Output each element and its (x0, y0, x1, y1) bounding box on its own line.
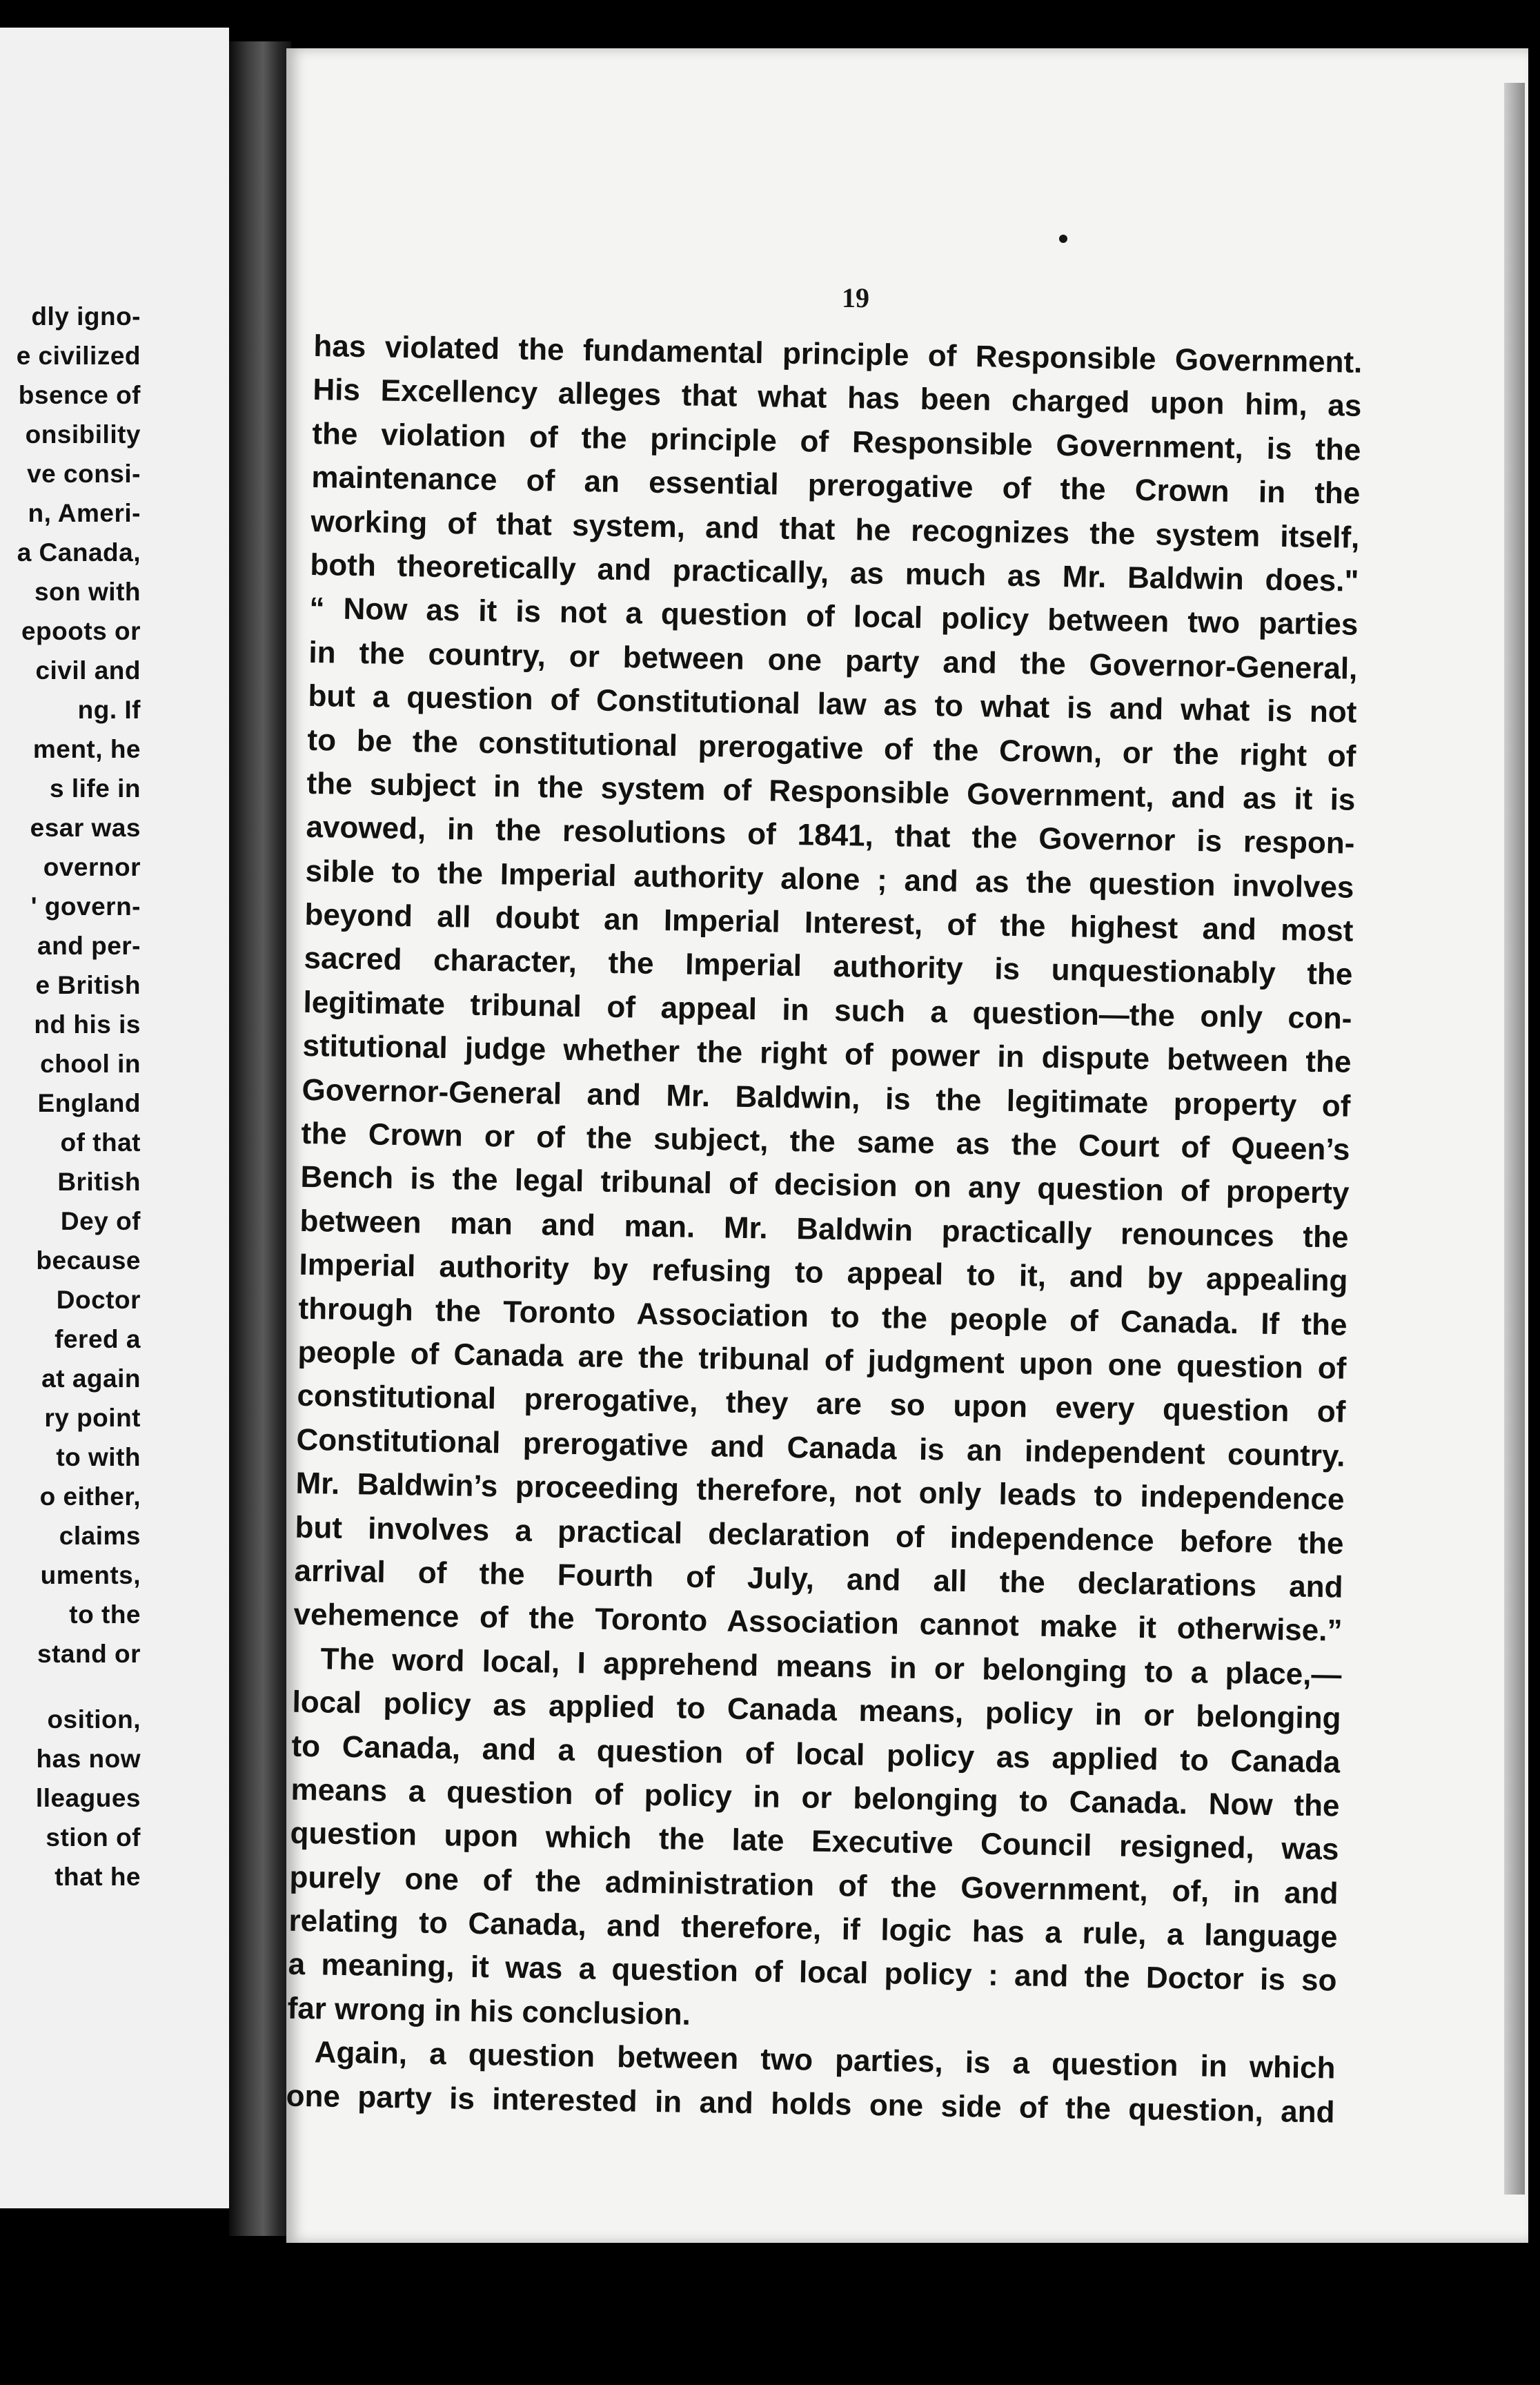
left-page-line: England (37, 1089, 141, 1117)
left-page-line (0, 1674, 229, 1700)
left-page-line: ng. If (77, 696, 141, 724)
text-line: Again, a question between two parties, is a question in which (314, 2035, 1336, 2085)
left-page-line: lleagues (35, 1784, 141, 1812)
left-page-line: dly igno- (31, 302, 141, 331)
left-page-line: fered a (55, 1325, 141, 1353)
left-page-line: ' govern- (30, 892, 141, 921)
left-page-line: ment, he (32, 735, 141, 763)
text-line: vehemence of the Toronto Association cannot make it otherwise.” (293, 1598, 1343, 1648)
text-line: has violated the fundamental principle of Responsible Government. (313, 328, 1363, 380)
left-page-line: claims (59, 1522, 141, 1550)
text-line: His Excellency alleges that what has been charged upon him, as (313, 373, 1362, 424)
text-line: both theoretically and practically, as much as Mr. Baldwin does." (310, 547, 1359, 598)
text-line: the violation of the principle of Responsible Government, is the (312, 416, 1361, 467)
left-page-line: osition, (47, 1705, 141, 1734)
left-page-line: has now (36, 1745, 141, 1773)
text-line: maintenance of an essential prerogative of the Crown in the (311, 460, 1361, 511)
left-page-line: of that (60, 1128, 141, 1157)
text-line: between man and man. Mr. Baldwin practically renounces the (299, 1204, 1349, 1255)
text-line: Mr. Baldwin’s proceeding therefore, not only leads to independence (295, 1466, 1345, 1517)
text-line: to Canada, and a question of local policy as applied to Canada (291, 1729, 1341, 1780)
left-page-line: overnor (43, 853, 141, 881)
text-line: in the country, or between one party and the Governor-General, (308, 635, 1358, 686)
left-page-line: to the (69, 1600, 141, 1629)
text-line: working of that system, and that he recognizes the system itself, (310, 504, 1360, 555)
left-page-line: uments, (40, 1561, 141, 1589)
left-page-line: and per- (37, 932, 141, 960)
left-page-line: Doctor (56, 1286, 141, 1314)
left-page-line: o either, (39, 1482, 141, 1511)
text-line: sible to the Imperial authority alone ; and as the question involves (305, 854, 1354, 905)
text-line: sacred character, the Imperial authority is unquestionably the (304, 941, 1353, 992)
text-line: The word local, I apprehend means in or belonging to a place,— (320, 1642, 1342, 1692)
left-facing-page (0, 28, 229, 2208)
left-page-line: ve consi- (27, 460, 141, 488)
left-page-line: Dey of (60, 1207, 141, 1235)
body-text (286, 324, 1363, 2134)
text-line: beyond all doubt an Imperial Interest, of the highest and most (304, 897, 1354, 948)
left-page-line: chool in (40, 1050, 141, 1078)
left-page-line: onsibility (25, 420, 141, 449)
left-page-line: stand or (37, 1640, 141, 1668)
text-line: the Crown or of the subject, the same as the Court of Queen’s (301, 1116, 1350, 1167)
text-line: Imperial authority by refusing to appeal to it, and by appealing (299, 1248, 1348, 1298)
text-line: local policy as applied to Canada means, policy in or belonging (292, 1685, 1341, 1736)
text-line: arrival of the Fourth of July, and all the declarations and (294, 1553, 1343, 1604)
left-page-text (0, 297, 229, 1896)
left-page-line: s life in (50, 774, 141, 803)
left-page-line: nd his is (34, 1010, 141, 1039)
text-line: “ Now as it is not a question of local policy between two parties (309, 591, 1359, 642)
text-line: constitutional prerogative, they are so upon every question of (297, 1379, 1346, 1430)
left-page-line: because (36, 1246, 141, 1275)
left-page-line: bsence of (18, 381, 141, 409)
left-page-line: epoots or (21, 617, 141, 645)
text-line: one party is interested in and holds one side of the question, and (286, 2079, 1335, 2130)
text-line: relating to Canada, and therefore, if logic has a rule, a language (288, 1903, 1338, 1954)
text-line: Bench is the legal tribunal of decision on any question of property (300, 1160, 1350, 1211)
text-line: Constitutional prerogative and Canada is an independent country. (296, 1422, 1345, 1473)
text-line: far wrong in his conclusion. (287, 1991, 691, 2032)
left-page-line: British (57, 1168, 141, 1196)
text-line: people of Canada are the tribunal of judgment upon one question of (297, 1335, 1347, 1386)
left-page-line: ry point (44, 1404, 141, 1432)
book-gutter (229, 41, 291, 2236)
left-page-line: civil and (35, 656, 141, 685)
left-page-line: stion of (46, 1823, 141, 1852)
text-line: legitimate tribunal of appeal in such a question—the only con- (303, 985, 1352, 1036)
left-page-line: at again (41, 1364, 141, 1393)
text-line: Governor-General and Mr. Baldwin, is the legitimate property of (302, 1072, 1351, 1123)
text-line: but a question of Constitutional law as to what is and what is not (308, 679, 1357, 729)
text-line: the subject in the system of Responsible Government, and as it is (306, 766, 1356, 817)
left-page-line: esar was (30, 814, 141, 842)
page-number: 19 (842, 282, 869, 313)
left-page-line: n, Ameri- (28, 499, 141, 527)
page-edge (1504, 83, 1525, 2195)
text-line: means a question of policy in or belonging to Canada. Now the (290, 1772, 1340, 1823)
text-line: purely one of the administration of the Government, of, in and (289, 1860, 1339, 1911)
ink-spot (1059, 235, 1067, 243)
text-line: through the Toronto Association to the people of Canada. If the (298, 1291, 1348, 1342)
text-line: but involves a practical declaration of independence before the (295, 1510, 1344, 1561)
left-page-line: to with (56, 1443, 141, 1471)
text-line: to be the constitutional prerogative of the Crown, or the right of (307, 723, 1356, 774)
text-line: a meaning, it was a question of local policy : and the Doctor is so (288, 1947, 1337, 1999)
text-line: avowed, in the resolutions of 1841, that the Governor is respon- (306, 810, 1355, 861)
text-line: question upon which the late Executive Council resigned, was (290, 1816, 1339, 1867)
left-page-line: that he (55, 1863, 141, 1891)
text-line: stitutional judge whether the right of power in dispute between the (302, 1029, 1352, 1079)
left-page-line: e civilized (16, 342, 141, 370)
left-page-line: e British (35, 971, 141, 999)
left-page-line: son with (34, 578, 141, 606)
left-page-line: a Canada, (17, 538, 141, 567)
